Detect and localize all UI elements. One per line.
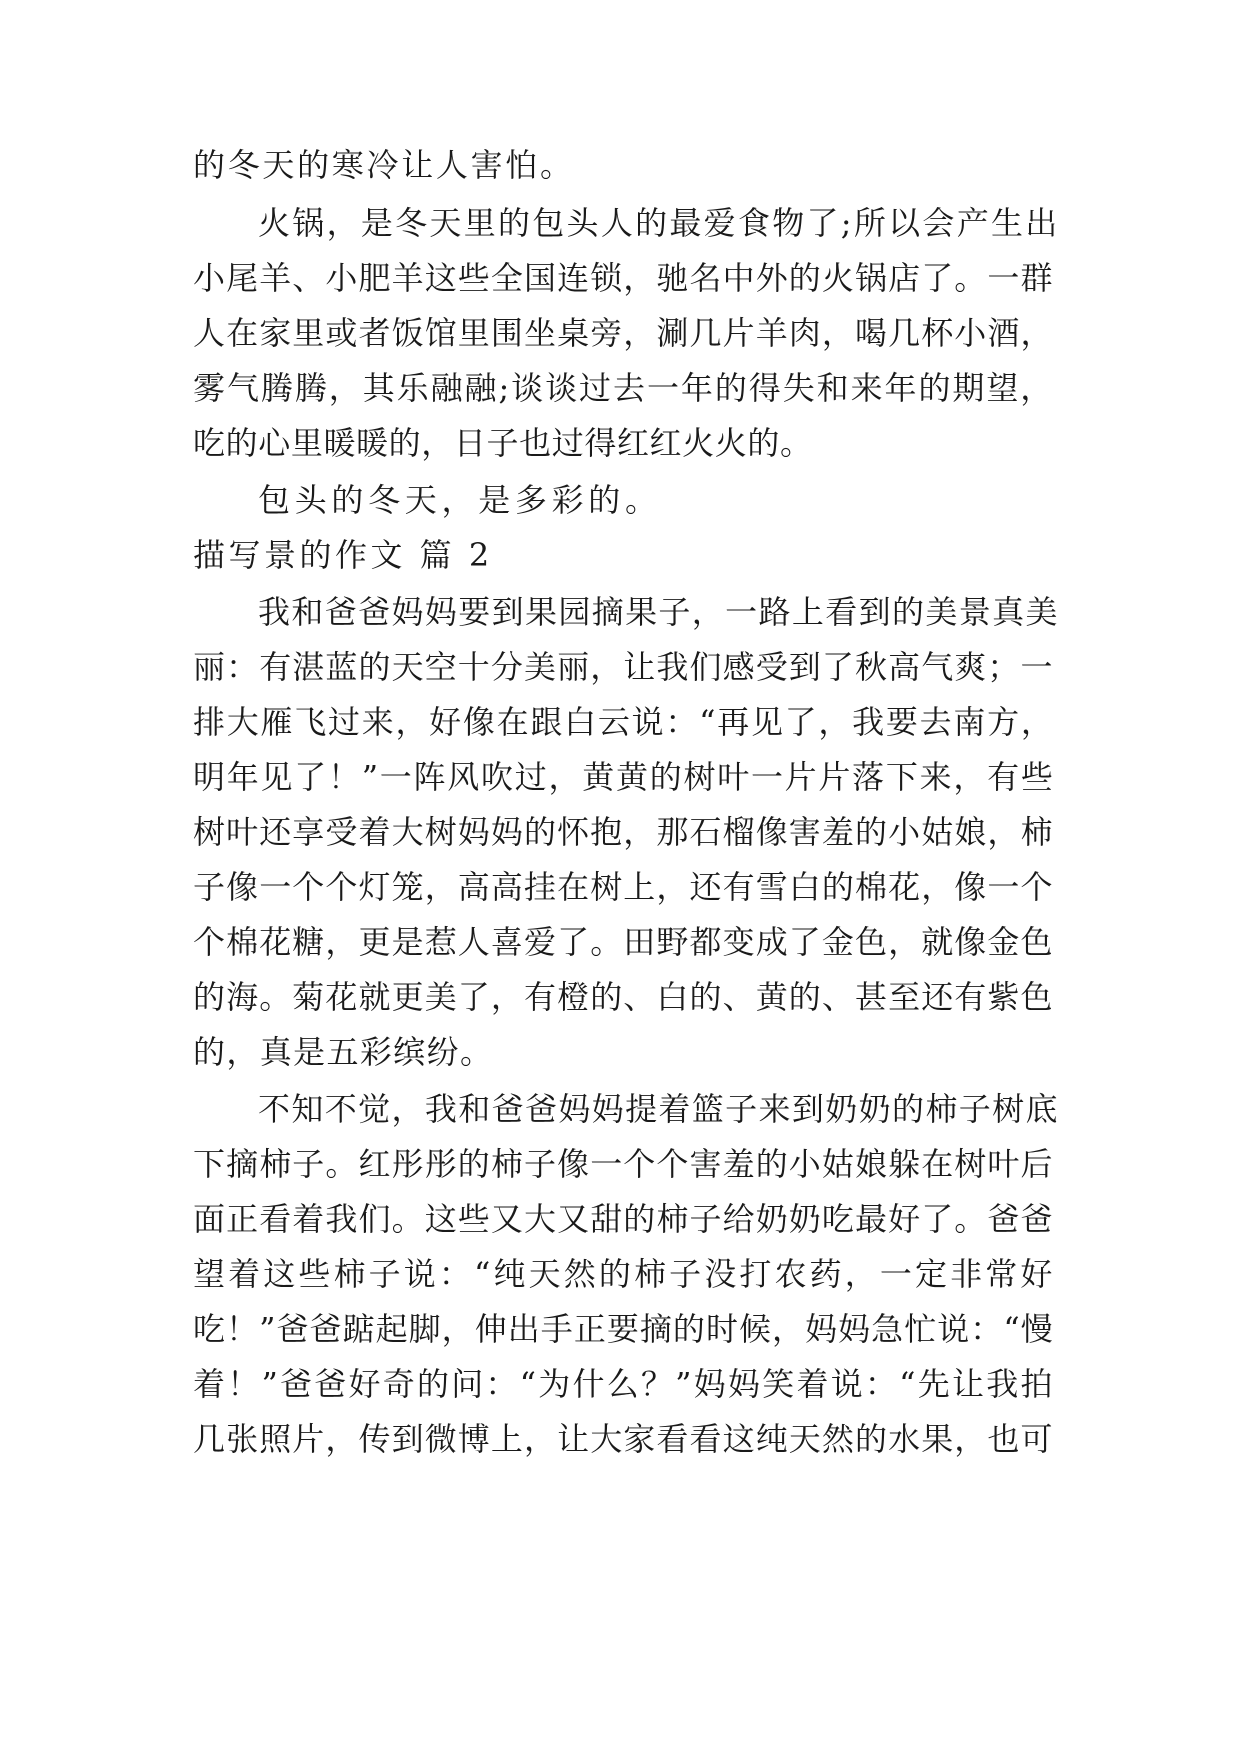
text-line: 望着这些柿子说：“纯天然的柿子没打农药，一定非常好 xyxy=(193,1255,1056,1293)
text-line: 子像一个个灯笼，高高挂在树上，还有雪白的棉花，像一个 xyxy=(193,868,1054,906)
paragraph-start-line: 包头的冬天，是多彩的。 xyxy=(258,481,662,519)
text-line: 吃的心里暖暖的，日子也过得红红火火的。 xyxy=(193,424,813,462)
text-line: 雾气腾腾，其乐融融;谈谈过去一年的得失和来年的期望， xyxy=(193,369,1055,407)
text-line: 下摘柿子。红彤彤的柿子像一个个害羞的小姑娘躲在树叶后 xyxy=(193,1145,1054,1183)
text-line: 小尾羊、小肥羊这些全国连锁，驰名中外的火锅店了。一群 xyxy=(193,259,1054,297)
text-line: 几张照片，传到微博上，让大家看看这纯天然的水果，也可 xyxy=(193,1420,1054,1458)
text-line: 面正看着我们。这些又大又甜的柿子给奶奶吃最好了。爸爸 xyxy=(193,1200,1054,1238)
section-heading: 描写景的作文 篇 2 xyxy=(193,536,493,574)
text-line: 个棉花糖，更是惹人喜爱了。田野都变成了金色，就像金色 xyxy=(193,923,1054,961)
text-line: 的冬天的寒冷让人害怕。 xyxy=(193,146,575,184)
text-line: 的，真是五彩缤纷。 xyxy=(193,1033,494,1071)
text-line: 树叶还享受着大树妈妈的怀抱，那石榴像害羞的小姑娘，柿 xyxy=(193,813,1054,851)
text-line: 吃！”爸爸踮起脚，伸出手正要摘的时候，妈妈急忙说：“慢 xyxy=(193,1310,1054,1348)
paragraph-start-line: 火锅，是冬天里的包头人的最爱食物了;所以会产生出 xyxy=(258,204,1060,242)
text-line: 明年见了！”一阵风吹过，黄黄的树叶一片片落下来，有些 xyxy=(193,758,1055,796)
text-line: 着！”爸爸好奇的问：“为什么？”妈妈笑着说：“先让我拍 xyxy=(193,1365,1055,1403)
text-line: 的海。菊花就更美了，有橙的、白的、黄的、甚至还有紫色 xyxy=(193,978,1054,1016)
paragraph-start-line: 我和爸爸妈妈要到果园摘果子，一路上看到的美景真美 xyxy=(258,593,1059,631)
text-line: 丽：有湛蓝的天空十分美丽，让我们感受到了秋高气爽；一 xyxy=(193,648,1054,686)
paragraph-start-line: 不知不觉，我和爸爸妈妈提着篮子来到奶奶的柿子树底 xyxy=(258,1090,1059,1128)
text-line: 排大雁飞过来，好像在跟白云说：“再见了，我要去南方， xyxy=(193,703,1055,741)
text-line: 人在家里或者饭馆里围坐桌旁，涮几片羊肉，喝几杯小酒， xyxy=(193,314,1054,352)
